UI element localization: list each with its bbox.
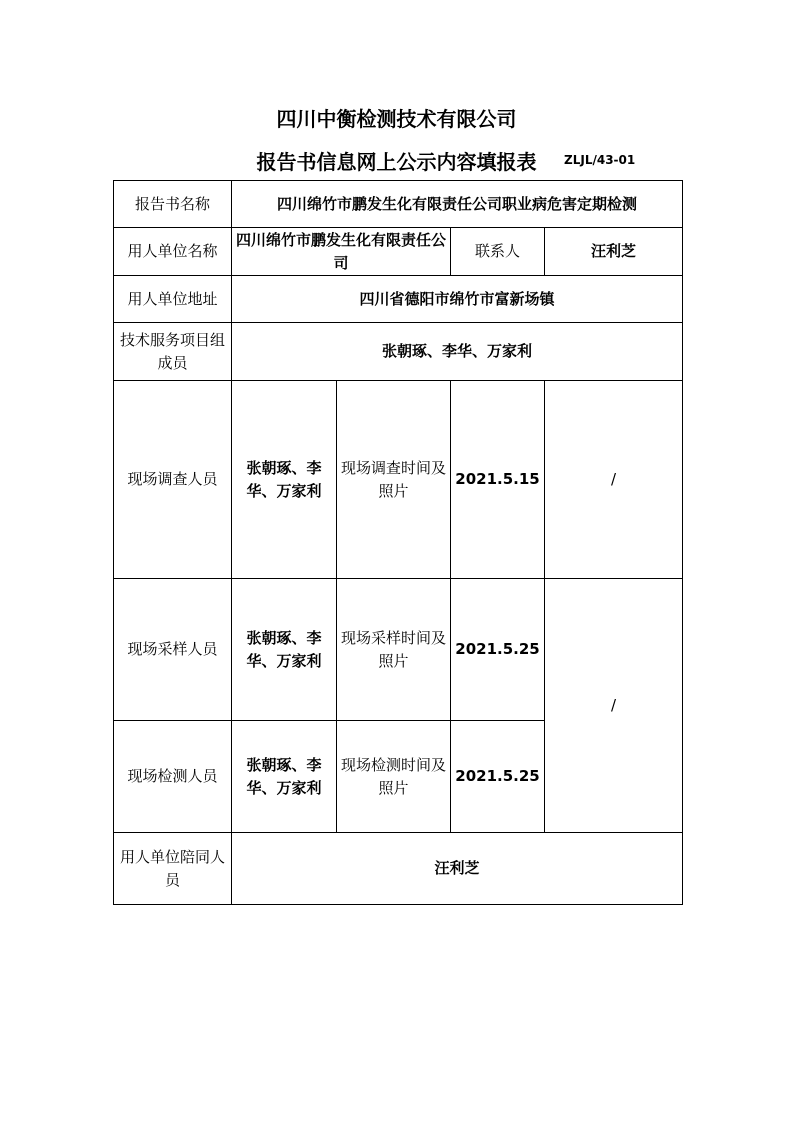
table-row <box>114 833 683 905</box>
team-value: 张朝琢、李华、万家利 <box>232 323 683 381</box>
report-table <box>113 180 683 905</box>
testing-people: 张朝琢、李华、万家利 <box>232 721 337 833</box>
contact-value: 汪利芝 <box>545 228 683 276</box>
survey-photo: / <box>545 381 683 579</box>
table-row <box>114 579 683 721</box>
survey-label: 现场调查人员 <box>114 381 232 579</box>
report-name-label: 报告书名称 <box>114 181 232 228</box>
sampling-label: 现场采样人员 <box>114 579 232 721</box>
employer-name-label: 用人单位名称 <box>114 228 232 276</box>
sampling-time-label: 现场采样时间及照片 <box>337 579 451 721</box>
table-row <box>114 228 683 276</box>
contact-label: 联系人 <box>451 228 545 276</box>
form-code: ZLJL/43-01 <box>564 153 636 167</box>
testing-time-label: 现场检测时间及照片 <box>337 721 451 833</box>
sampling-date: 2021.5.25 <box>451 579 545 721</box>
table-row <box>114 323 683 381</box>
testing-date: 2021.5.25 <box>451 721 545 833</box>
company-title: 四川中衡检测技术有限公司 <box>276 107 517 131</box>
sampling-people: 张朝琢、李华、万家利 <box>232 579 337 721</box>
employer-address-label: 用人单位地址 <box>114 276 232 323</box>
employer-address-value: 四川省德阳市绵竹市富新场镇 <box>232 276 683 323</box>
survey-date: 2021.5.15 <box>451 381 545 579</box>
escort-value: 汪利芝 <box>232 833 683 905</box>
table-row <box>114 381 683 579</box>
escort-label: 用人单位陪同人员 <box>114 833 232 905</box>
table-row <box>114 181 683 228</box>
form-title: 报告书信息网上公示内容填报表 <box>256 150 537 174</box>
team-label: 技术服务项目组成员 <box>114 323 232 381</box>
sampling-photo: / <box>545 579 683 833</box>
employer-name-value: 四川绵竹市鹏发生化有限责任公司 <box>232 228 451 276</box>
survey-people: 张朝琢、李华、万家利 <box>232 381 337 579</box>
report-name-value: 四川绵竹市鹏发生化有限责任公司职业病危害定期检测 <box>232 181 683 228</box>
testing-label: 现场检测人员 <box>114 721 232 833</box>
table-row <box>114 276 683 323</box>
survey-time-label: 现场调查时间及照片 <box>337 381 451 579</box>
